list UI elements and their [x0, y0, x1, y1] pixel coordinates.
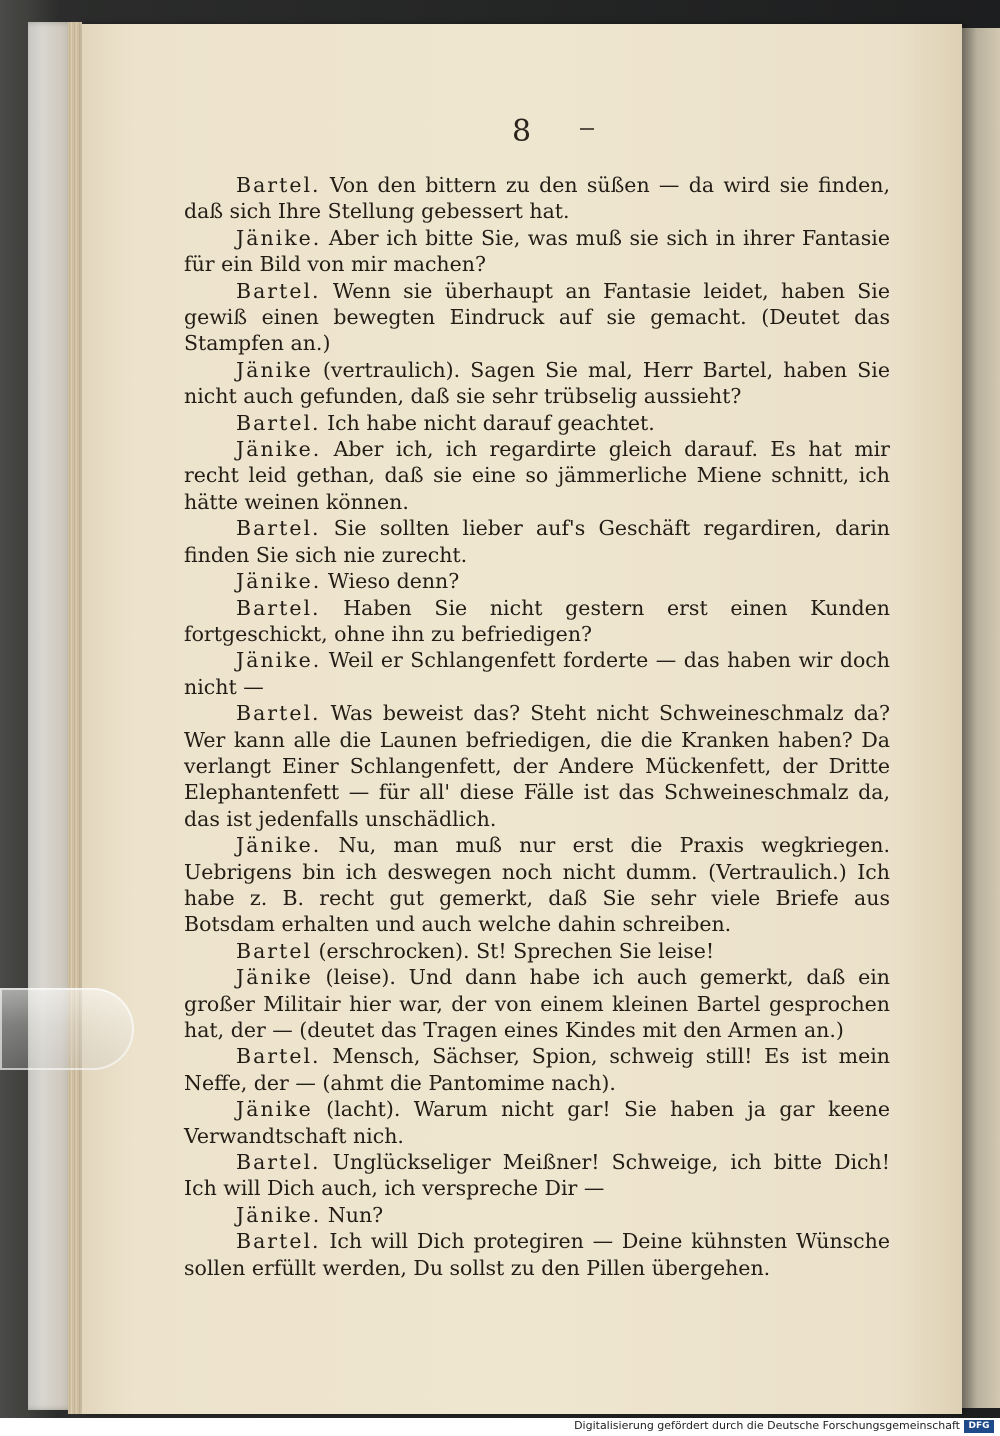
dialogue-paragraph [184, 964, 890, 1043]
speaker-name: Bartel. [236, 278, 321, 303]
dialogue-paragraph [184, 410, 890, 436]
spoken-text: Was beweist das? Steht nicht Schweineschmalz da? Wer kann alle die Launen befriedigen, die die Kranken haben? Da verlangt Einer Schlangenfett, der Andere Mückenfett, der Dritte Elephantenfett — für all' diese Fälle ist das Schweineschmalz da, das ist jedenfalls unschädlich. [184, 701, 890, 831]
spoken-text: Wenn sie überhaupt an Fantasie leidet, haben Sie gewiß einen bewegten Eindruck auf sie gemacht. (Deutet das Stampfen an.) [184, 278, 890, 356]
dialogue-paragraph [184, 278, 890, 357]
dialogue-paragraph [184, 172, 890, 225]
dialogue-text [184, 172, 890, 1281]
dialogue-paragraph [184, 1043, 890, 1096]
spoken-text: (vertraulich). Sagen Sie mal, Herr Bartel, haben Sie nicht auch gefunden, daß sie sehr trübselig aussieht? [184, 357, 890, 409]
speaker-name: Bartel. [236, 1150, 321, 1175]
spoken-text: Sie sollten lieber auf's Geschäft regardiren, darin finden Sie sich nie zurecht. [184, 516, 890, 567]
spoken-text: Ich habe nicht darauf geachtet. [327, 410, 655, 435]
dialogue-paragraph [184, 1149, 890, 1202]
speaker-name: Bartel. [236, 410, 321, 435]
spoken-text: Wieso denn? [327, 569, 460, 594]
spoken-text: Aber ich bitte Sie, was muß sie sich in ihrer Fantasie für ein Bild von mir machen? [184, 225, 890, 277]
dialogue-paragraph [184, 436, 890, 515]
spoken-text: Mensch, Sächser, Spion, schweig still! Es ist mein Neffe, der — (ahmt die Pantomime nach). [184, 1044, 890, 1095]
speaker-name: Bartel [236, 938, 313, 963]
speaker-name: Jänike. [236, 225, 322, 250]
spoken-text: Von den bittern zu den süßen — da wird sie finden, daß sich Ihre Stellung gebessert hat. [184, 173, 890, 224]
speaker-name: Bartel. [236, 1229, 321, 1254]
dialogue-paragraph [184, 568, 890, 594]
spoken-text: Unglückseliger Meißner! Schweige, ich bitte Dich! Ich will Dich auch, ich verspreche Dir — [184, 1150, 890, 1201]
spoken-text: Aber ich, ich regardirte gleich darauf. Es hat mir recht leid gethan, daß sie eine so jämmerliche Miene schnitt, ich hätte weinen können. [184, 437, 890, 514]
speaker-name: Bartel. [236, 595, 321, 620]
funding-credit: Digitalisierung gefördert durch die Deutsche Forschungsgemeinschaft [574, 1419, 960, 1432]
speaker-name: Jänike [236, 357, 313, 382]
spoken-text: Nu, man muß nur erst die Praxis wegkriegen. Uebrigens bin ich deswegen noch nicht dumm. (Vertraulich.) Ich habe z. B. recht gut gemerkt, daß Sie sehr viele Briefe aus Botsdam erhalten und auch welche dahin schreiben. [184, 833, 890, 937]
page-number: 8 [512, 114, 533, 149]
speaker-name: Jänike. [236, 569, 322, 594]
spoken-text: Ich will Dich protegiren — Deine kühnsten Wünsche sollen erfüllt werden, Du sollst zu den Pillen übergehen. [184, 1229, 890, 1280]
facing-page-edge [962, 28, 1000, 1408]
speaker-name: Bartel. [236, 173, 321, 197]
spoken-text: Haben Sie nicht gestern erst einen Kunden fortgeschickt, ohne ihn zu befriedigen? [184, 595, 890, 646]
speaker-name: Jänike [236, 965, 313, 990]
dialogue-paragraph [184, 515, 890, 568]
dialogue-paragraph [184, 832, 890, 938]
scanner-glass-tab [0, 988, 134, 1070]
spoken-text: (leise). Und dann habe ich auch gemerkt, daß ein großer Militair hier war, der von einem kleinen Bartel gesprochen hat, der — (deutet das Tragen eines Kindes mit den Armen an.) [184, 965, 890, 1042]
speaker-name: Jänike. [236, 833, 322, 858]
dialogue-paragraph [184, 647, 890, 700]
dialogue-paragraph [184, 1096, 890, 1149]
speaker-name: Jänike. [236, 648, 322, 673]
dialogue-paragraph [184, 357, 890, 410]
spoken-text: (lacht). Warum nicht gar! Sie haben ja gar keene Verwandtschaft nich. [184, 1097, 890, 1148]
dialogue-paragraph [184, 938, 890, 964]
speaker-name: Jänike [236, 1097, 313, 1122]
speaker-name: Jänike. [236, 437, 322, 462]
dialogue-paragraph [184, 700, 890, 832]
dfg-logo: DFG [964, 1420, 994, 1433]
speaker-name: Bartel. [236, 516, 321, 541]
speaker-name: Bartel. [236, 1044, 321, 1069]
dialogue-paragraph [184, 225, 890, 278]
dialogue-paragraph [184, 1202, 890, 1228]
spoken-text: Nun? [327, 1202, 384, 1227]
page-mark [580, 128, 594, 130]
dialogue-paragraph [184, 595, 890, 648]
dialogue-paragraph [184, 1228, 890, 1281]
speaker-name: Bartel. [236, 701, 321, 726]
page-stack-edge [68, 22, 82, 1414]
speaker-name: Jänike. [236, 1202, 322, 1227]
spoken-text: (erschrocken). St! Sprechen Sie leise! [318, 938, 715, 963]
spoken-text: Weil er Schlangenfett forderte — das haben wir doch nicht — [184, 648, 890, 699]
